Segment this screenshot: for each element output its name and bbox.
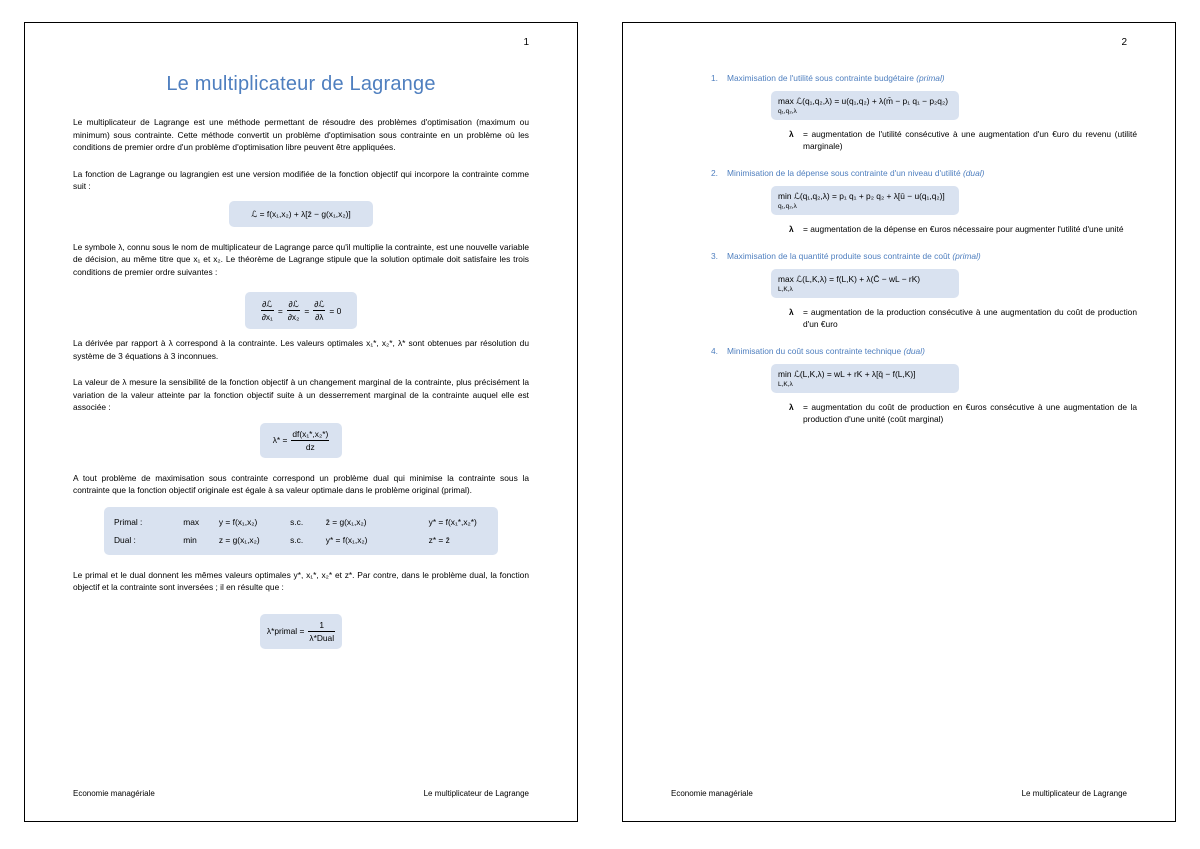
primal-dual-table bbox=[104, 507, 498, 555]
section-lambda-note: λ = augmentation du coût de production en €uros consécutive à une augmentation de la production d'une unité (coût marginal) bbox=[789, 402, 1137, 424]
paragraph-lagrangian: La fonction de Lagrange ou lagrangien est une version modifiée de la fonction objectif qui incorpore la contrainte comme suit : bbox=[73, 168, 529, 191]
footer-course: Economie managériale bbox=[671, 789, 753, 798]
lagrangian-equation: ℒ = f(x₁,x₂) + λ[z̄ − g(x₁,x₂)] bbox=[229, 201, 373, 227]
inverse-fraction: $\frac{1}{\text{λ*Dual}}$ bbox=[309, 619, 335, 643]
paragraph-derivative: La dérivée par rapport à λ correspond à la contrainte. Les valeurs optimales x₁*, x₂*, λ* sont obtenues par résolution du système de 3 équations à 3 inconnues. bbox=[73, 338, 529, 361]
footer-title: Le multiplicateur de Lagrange bbox=[423, 789, 529, 798]
paragraph-intro: Le multiplicateur de Lagrange est une méthode permettant de résoudre des problèmes d'optimisation (maximum ou minimum) sous contrainte. Cette méthode convertit un problème d'optimisation sous contrainte en un problème où les conditions de premier ordre d'un problème d'optimisation libre peuvent être appliquées. bbox=[73, 117, 529, 152]
section-title: 1. Maximisation de l'utilité sous contrainte budgétaire (primal) bbox=[711, 73, 945, 83]
paragraph-inverse: Le primal et le dual donnent les mêmes valeurs optimales y*, x₁*, x₂* et z*. Par contre, dans le problème dual, la fonction objectif et la contrainte sont inversées ; il en résulte que : bbox=[73, 569, 529, 592]
page-number: 1 bbox=[523, 37, 529, 48]
section-1 bbox=[671, 73, 1137, 152]
primal-row: Primal : max y = f(x₁,x₂) s.c. z̄ = g(x₁,x₂) y* = f(x₁*,x₂*) bbox=[114, 516, 477, 527]
foc-fraction-x1: $\frac{\text{∂ℒ}}{\text{∂x₁}}$ bbox=[261, 299, 273, 322]
footer-title: Le multiplicateur de Lagrange bbox=[1021, 789, 1127, 798]
section-equation: max ℒ(L,K,λ) = f(L,K) + λ(C̄ − wL − rK) L,K,λ bbox=[771, 269, 959, 298]
section-lambda-note: λ = augmentation de la production consécutive à une augmentation du coût de production d'un €uro bbox=[789, 307, 1137, 329]
page-1-content bbox=[73, 73, 529, 649]
lambda-inverse-equation: λ*primal = $\frac{1}{\text{λ*Dual}}$ bbox=[260, 614, 342, 649]
page-2 bbox=[622, 22, 1176, 822]
section-title: 2. Minimisation de la dépense sous contrainte d'un niveau d'utilité (dual) bbox=[711, 168, 985, 178]
page-title: Le multiplicateur de Lagrange bbox=[166, 73, 436, 95]
foc-fraction-x2: $\frac{\text{∂ℒ}}{\text{∂x₂}}$ bbox=[287, 299, 300, 322]
footer-course: Economie managériale bbox=[73, 789, 155, 798]
paragraph-dual: A tout problème de maximisation sous contrainte correspond un problème dual qui minimise la contrainte sous la contrainte que la fonction objectif originale est égale à sa valeur optimale dans le problème original (primal). bbox=[73, 472, 529, 495]
dual-row: Dual : min z = g(x₁,x₂) s.c. y* = f(x₁,x₂) z* = z̄ bbox=[114, 534, 450, 545]
section-4 bbox=[671, 346, 1137, 425]
page-1 bbox=[24, 22, 578, 822]
section-equation: max ℒ(q₁,q₂,λ) = u(q₁,q₂) + λ(m̄ − p₁ q₁ − p₂q₂) q₁,q₂,λ bbox=[771, 91, 959, 120]
section-title: 3. Maximisation de la quantité produite sous contrainte de coût (primal) bbox=[711, 251, 981, 261]
section-3 bbox=[671, 251, 1137, 330]
section-lambda-note: λ = augmentation de la dépense en €uros nécessaire pour augmenter l'utilité d'une unité bbox=[789, 224, 1124, 234]
paragraph-lambda: Le symbole λ, connu sous le nom de multiplicateur de Lagrange parce qu'il multiplie la contrainte, est une nouvelle variable de décision, au même titre que x₁ et x₂. Le théorème de Lagrange stipule que la solution optimale doit satisfaire les trois conditions de premier ordre suivantes : bbox=[73, 241, 529, 277]
section-equation: min ℒ(q₁,q₂,λ) = p₁ q₁ + p₂ q₂ + λ[ū − u(q₁,q₂)] q₁,q₂,λ bbox=[771, 186, 959, 215]
section-equation: min ℒ(L,K,λ) = wL + rK + λ[q̄ − f(L,K)] L,K,λ bbox=[771, 364, 959, 393]
lambda-equation: λ* = $\frac{\text{df(x₁*,x₂*)}}{dz}$ bbox=[260, 423, 342, 458]
foc-fraction-lambda: $\frac{\text{∂ℒ}}{\partial\lambda}$ bbox=[314, 299, 325, 322]
section-title: 4. Minimisation du coût sous contrainte technique (dual) bbox=[711, 346, 925, 356]
paragraph-sensitivity: La valeur de λ mesure la sensibilité de la fonction objectif à un changement marginal de la contrainte, plus précisément la variation de la valeur atteinte par la fonction objectif suite à un desserrement marginal de la contrainte auquel elle est associée : bbox=[73, 377, 529, 412]
page-2-content bbox=[671, 73, 1137, 425]
page-number: 2 bbox=[1121, 37, 1127, 48]
lambda-fraction: $\frac{\text{df(x₁*,x₂*)}}{dz}$ bbox=[292, 428, 329, 452]
section-lambda-note: λ = augmentation de l'utilité consécutive à une augmentation d'un €uro du revenu (utilité marginale) bbox=[789, 129, 1137, 151]
first-order-conditions: $\frac{\text{∂ℒ}}{\text{∂x₁}}$ = $\frac{\text{∂ℒ}}{\text{∂x₂}}$ = $\frac{\text{∂ℒ}}{\partial\lambda}$ = 0 bbox=[245, 292, 357, 329]
section-2 bbox=[671, 168, 1127, 235]
